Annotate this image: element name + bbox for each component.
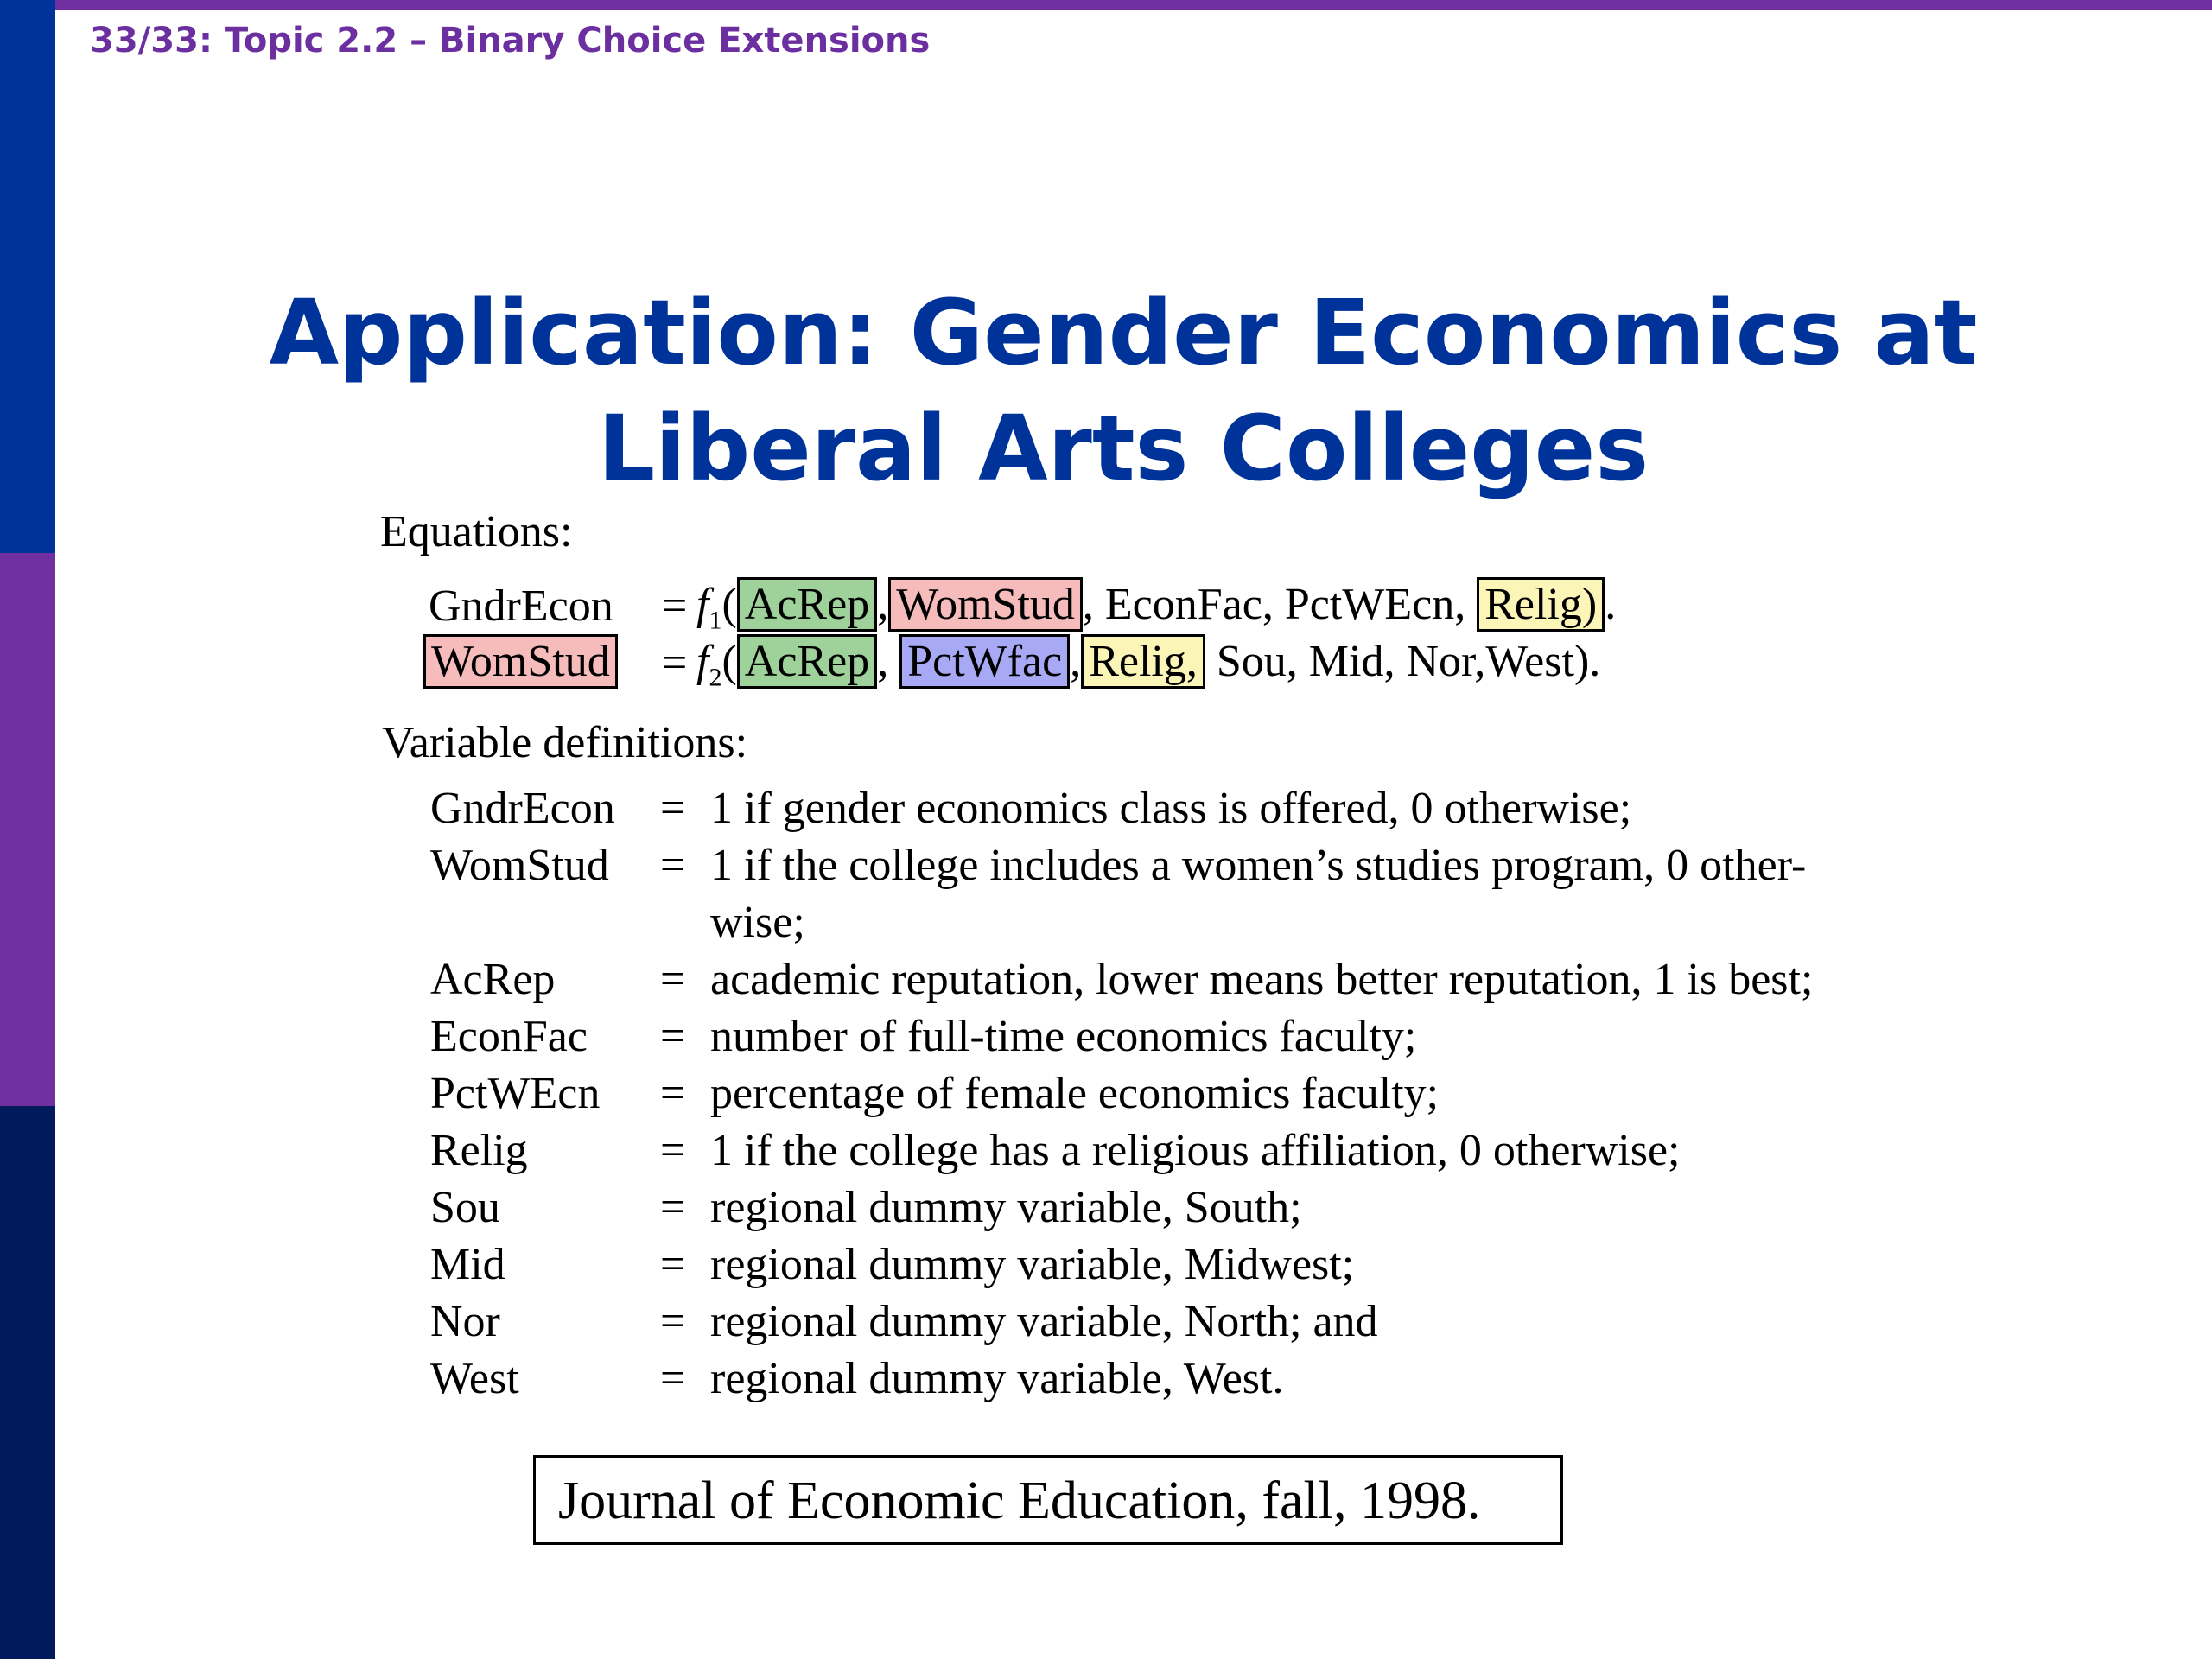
slide-title bbox=[259, 275, 1987, 506]
definition-text: 1 if the college has a religious affiliation, 0 otherwise; bbox=[710, 1126, 1681, 1175]
eq1-subscript: 1 bbox=[709, 606, 722, 635]
definition-name: Sou bbox=[430, 1183, 500, 1232]
title-line-1: Application: Gender Economics at bbox=[269, 280, 1978, 385]
eq2-relig-highlight: Relig, bbox=[1081, 634, 1205, 689]
top-accent-bar bbox=[0, 0, 2212, 10]
eq2-lhs-highlight: WomStud bbox=[423, 634, 618, 689]
definition-equals: = bbox=[660, 1183, 686, 1232]
eq2-rhs bbox=[696, 634, 1600, 690]
definition-equals: = bbox=[660, 955, 686, 1004]
eq1-open-paren: ( bbox=[721, 580, 737, 629]
eq2-pctwfac-highlight: PctWfac bbox=[899, 634, 1070, 689]
eq2-comma-1: , bbox=[877, 637, 900, 686]
eq2-subscript: 2 bbox=[709, 663, 722, 692]
equations-heading: Equations: bbox=[380, 507, 573, 556]
definition-equals: = bbox=[660, 1069, 686, 1118]
definition-equals: = bbox=[660, 1297, 686, 1346]
definition-equals: = bbox=[660, 1012, 686, 1061]
definition-text: regional dummy variable, Midwest; bbox=[710, 1240, 1355, 1289]
definition-text: regional dummy variable, North; and bbox=[710, 1297, 1378, 1346]
title-line-2: Liberal Arts Colleges bbox=[597, 396, 1649, 501]
eq1-acrep-highlight: AcRep bbox=[737, 577, 877, 632]
definition-name: Mid bbox=[430, 1240, 505, 1289]
eq1-equals: = bbox=[662, 582, 688, 631]
eq2-open-paren: ( bbox=[721, 637, 737, 686]
eq2-function: f bbox=[696, 637, 709, 686]
eq1-lhs: GndrEcon bbox=[429, 582, 613, 631]
eq1-rest: EconFac, PctWEcn, bbox=[1093, 580, 1478, 629]
definition-text: regional dummy variable, West. bbox=[710, 1354, 1284, 1403]
definition-name: WomStud bbox=[430, 841, 609, 890]
definition-equals: = bbox=[660, 841, 686, 890]
definition-text: academic reputation, lower means better reputation, 1 is best; bbox=[710, 955, 1814, 1004]
definition-name: West bbox=[430, 1354, 519, 1403]
slide-label: 33/33: Topic 2.2 – Binary Choice Extensions bbox=[90, 21, 931, 60]
definition-equals: = bbox=[660, 1126, 686, 1175]
definition-equals: = bbox=[660, 1354, 686, 1403]
eq1-womstud-highlight: WomStud bbox=[888, 577, 1083, 632]
eq2-acrep-highlight: AcRep bbox=[737, 634, 877, 689]
definition-name: Nor bbox=[430, 1297, 500, 1346]
eq1-comma-1: , bbox=[877, 580, 889, 629]
eq1-end: . bbox=[1605, 580, 1617, 629]
definition-name: PctWEcn bbox=[430, 1069, 601, 1118]
definition-name: Relig bbox=[430, 1126, 528, 1175]
definition-text: number of full-time economics faculty; bbox=[710, 1012, 1417, 1061]
side-bar-navy-segment bbox=[0, 1106, 55, 1659]
eq1-comma-2: , bbox=[1082, 580, 1094, 629]
eq2-rest: Sou, Mid, Nor,West). bbox=[1205, 637, 1601, 686]
definition-equals: = bbox=[660, 784, 686, 833]
definition-text: regional dummy variable, South; bbox=[710, 1183, 1302, 1232]
side-bar-blue-segment bbox=[0, 0, 55, 553]
eq1-relig-highlight: Relig) bbox=[1477, 577, 1605, 632]
eq2-equals: = bbox=[662, 639, 688, 688]
definition-text: 1 if the college includes a women’s studies program, 0 other- bbox=[710, 841, 1807, 890]
side-bar-purple-segment bbox=[0, 553, 55, 1106]
definition-text: 1 if gender economics class is offered, 0 otherwise; bbox=[710, 784, 1632, 833]
side-accent-bar bbox=[0, 0, 55, 1659]
definitions-heading: Variable definitions: bbox=[382, 718, 748, 767]
definition-name: AcRep bbox=[430, 955, 556, 1004]
definition-equals: = bbox=[660, 1240, 686, 1289]
definition-text: percentage of female economics faculty; bbox=[710, 1069, 1440, 1118]
definition-text: wise; bbox=[710, 898, 805, 947]
definition-name: GndrEcon bbox=[430, 784, 615, 833]
eq1-function: f bbox=[696, 580, 709, 629]
citation-box: Journal of Economic Education, fall, 1998. bbox=[533, 1455, 1563, 1545]
eq2-comma-2: , bbox=[1070, 637, 1082, 686]
eq1-rhs bbox=[696, 577, 1616, 633]
definition-name: EconFac bbox=[430, 1012, 588, 1061]
